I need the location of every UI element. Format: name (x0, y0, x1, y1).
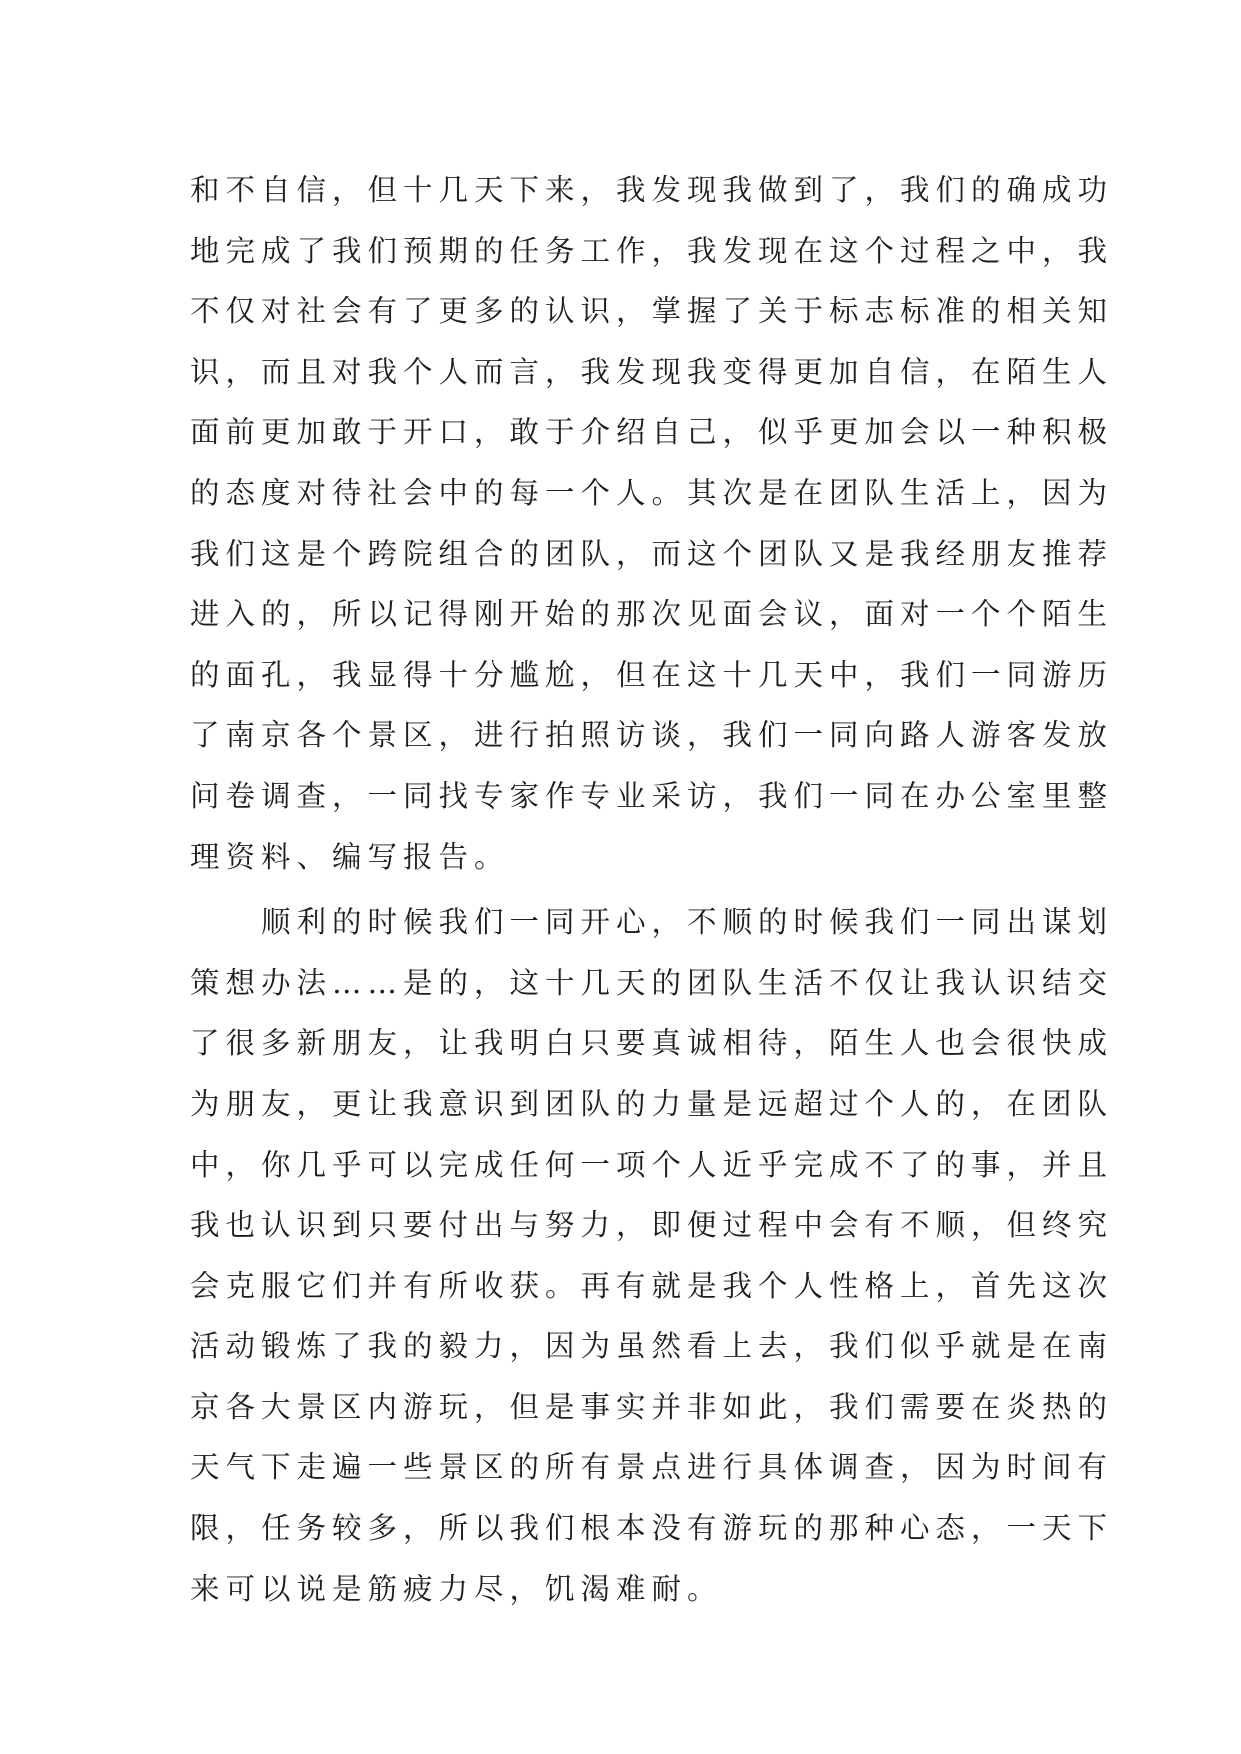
text-line: 不仅对社会有了更多的认识，掌握了关于标志标准的相关知 (190, 294, 1114, 329)
text-line: 理资料、编写报告。 (190, 839, 510, 874)
paragraph-2 (190, 892, 1114, 1619)
text-line: 面前更加敢于开口，敢于介绍自己，似乎更加会以一种积极 (190, 415, 1114, 450)
body-text (190, 160, 1114, 1619)
text-line: 地完成了我们预期的任务工作，我发现在这个过程之中，我 (190, 233, 1114, 268)
text-line: 我们这是个跨院组合的团队，而这个团队又是我经朋友推荐 (190, 536, 1114, 571)
paragraph-1 (190, 160, 1114, 887)
text-line: 来可以说是筋疲力尽，饥渴难耐。 (190, 1571, 723, 1606)
text-line: 京各大景区内游玩，但是事实并非如此，我们需要在炎热的 (190, 1389, 1114, 1424)
text-line: 会克服它们并有所收获。再有就是我个人性格上，首先这次 (190, 1268, 1114, 1303)
text-line: 了很多新朋友，让我明白只要真诚相待，陌生人也会很快成 (190, 1026, 1114, 1061)
text-line: 我也认识到只要付出与努力，即便过程中会有不顺，但终究 (190, 1208, 1114, 1243)
text-line: 天气下走遍一些景区的所有景点进行具体调查，因为时间有 (190, 1450, 1114, 1485)
text-line: 活动锻炼了我的毅力，因为虽然看上去，我们似乎就是在南 (190, 1329, 1114, 1364)
text-line: 进入的，所以记得刚开始的那次见面会议，面对一个个陌生 (190, 597, 1114, 632)
text-line: 识，而且对我个人而言，我发现我变得更加自信，在陌生人 (190, 354, 1114, 389)
text-line: 限，任务较多，所以我们根本没有游玩的那种心态，一天下 (190, 1511, 1114, 1546)
text-line: 的面孔，我显得十分尴尬，但在这十几天中，我们一同游历 (190, 657, 1114, 692)
text-line: 的态度对待社会中的每一个人。其次是在团队生活上，因为 (190, 475, 1114, 510)
text-line: 问卷调查，一同找专家作专业采访，我们一同在办公室里整 (190, 778, 1114, 813)
text-line: 为朋友，更让我意识到团队的力量是远超过个人的，在团队 (190, 1086, 1114, 1121)
text-line: 了南京各个景区，进行拍照访谈，我们一同向路人游客发放 (190, 718, 1114, 753)
text-line: 中，你几乎可以完成任何一项个人近乎完成不了的事，并且 (190, 1147, 1114, 1182)
text-line: 策想办法……是的，这十几天的团队生活不仅让我认识结交 (190, 965, 1114, 1000)
text-line: 顺利的时候我们一同开心，不顺的时候我们一同出谋划 (261, 905, 1114, 940)
text-line: 和不自信，但十几天下来，我发现我做到了，我们的确成功 (190, 173, 1114, 207)
